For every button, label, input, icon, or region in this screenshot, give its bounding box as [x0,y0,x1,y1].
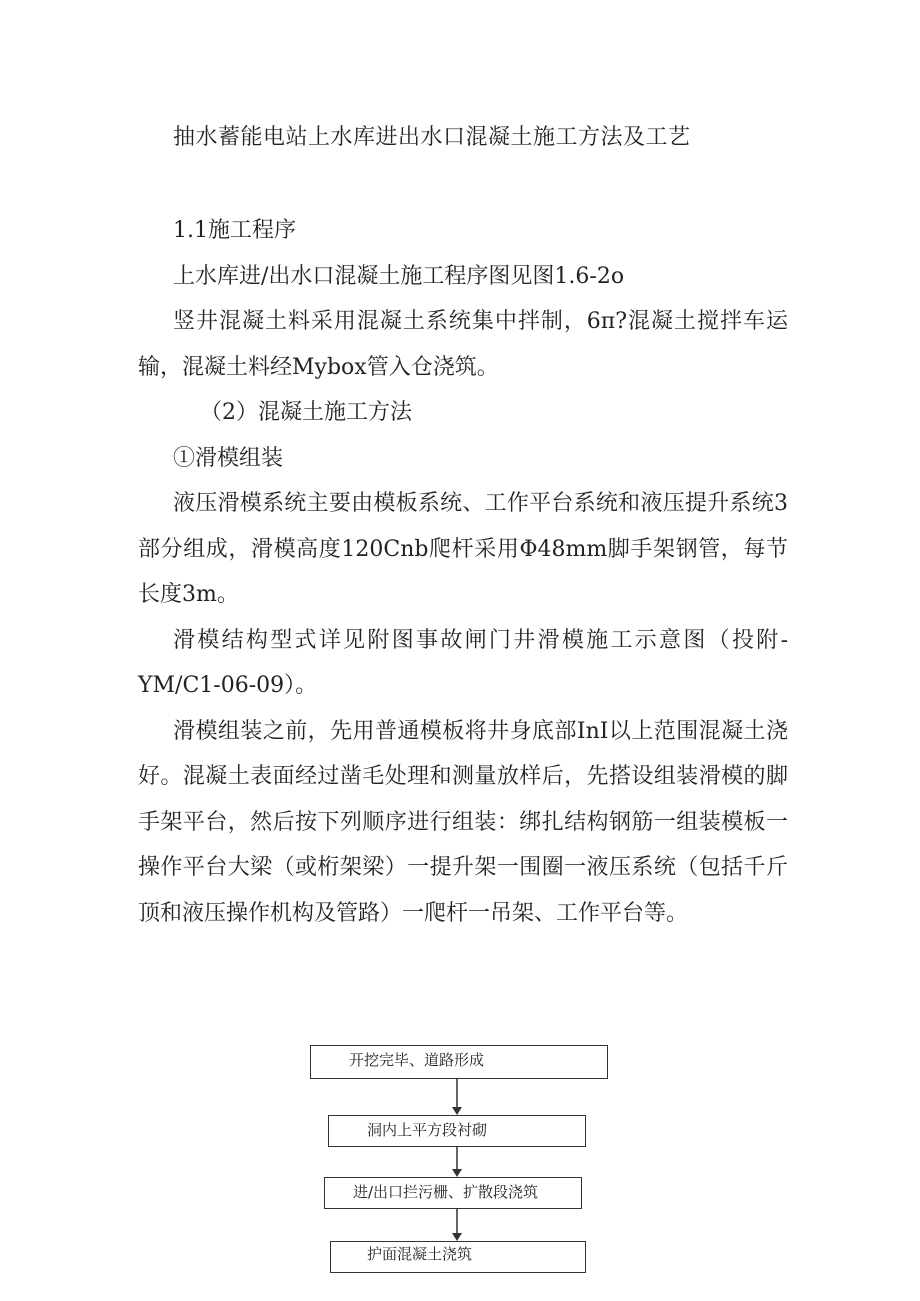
arrow-down-icon [450,1079,464,1115]
paragraph-procedure-figure: 上水库进/出水口混凝土施工程序图见图1.6-2o [173,263,625,289]
heading-slipform-assembly: ①滑模组装 [173,445,284,471]
flow-step-trash-rack: 进/出口拦污栅、扩散段浇筑 [324,1177,582,1209]
paragraph-slipform-structure: 滑模结构型式详见附图事故闸门井滑模施工示意图（投附-YM/C1-06-09）。 [138,627,788,698]
paragraph-concrete-transport: 竖井混凝土料采用混凝土系统集中拌制，6π?混凝土搅拌车运输，混凝土料经Mybox管入仓浇筑。 [138,309,788,380]
paragraph-hydraulic-slipform: 液压滑模系统主要由模板系统、工作平台系统和液压提升系统3部分组成，滑模高度120Cnb爬杆采用Φ48mm脚手架钢管，每节长度3m。 [138,491,788,607]
paragraph-assembly-order: 滑模组装之前，先用普通模板将井身底部InI以上范围混凝土浇好。混凝土表面经过凿毛处理和测量放样后，先搭设组装滑模的脚手架平台，然后按下列顺序进行组装：绑扎结构钢筋一组装模板一操作平台大梁（或桁架梁）一提升架一围圈一液压系统（包括千斤顶和液压操作机构及管路）一爬杆一吊架、工作平台等。 [138,718,788,926]
page-title: 抽水蓄能电站上水库进出水口混凝土施工方法及工艺 [173,125,691,150]
flow-step-excavation: 开挖完毕、道路形成 [310,1045,608,1079]
flow-step-facing-concrete: 护面混凝土浇筑 [330,1241,586,1273]
flowchart [300,1040,620,1301]
arrow-down-icon [450,1147,464,1177]
section-1-1 [138,208,788,936]
heading-construction-method: （2）混凝土施工方法 [200,400,412,425]
heading-construction-procedure: 1.1施工程序 [173,218,296,243]
flow-step-tunnel-lining: 洞内上平方段衬砌 [328,1115,586,1147]
arrow-down-icon [450,1209,464,1241]
